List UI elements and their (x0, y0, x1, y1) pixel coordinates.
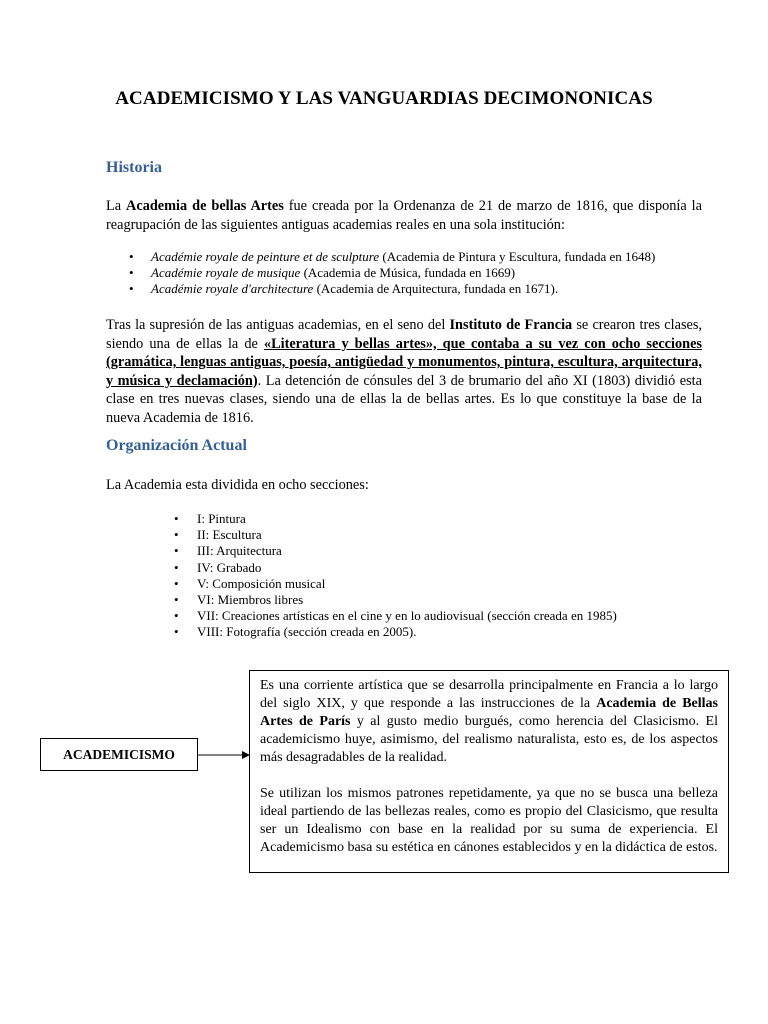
list-item: • Académie royale d'architecture (Academia de Arquitectura, fundada en 1671). (151, 281, 655, 297)
list-item: • V: Composición musical (197, 576, 617, 592)
definition-paragraph-1: Es una corriente artística que se desarrolla principalmente en Francia a lo largo del siglo XIX, y que responde a las instrucciones de la Academia de Bellas Artes de París y al gusto medio burgués, como herencia del Clasicismo. El academicismo huye, asimismo, del realismo naturalista, esto es, de los aspectos más desagradables de la realidad. (260, 678, 719, 765)
historia-paragraph-1: La Academia de bellas Artes fue creada por la Ordenanza de 21 de marzo de 1816, que disponía la reagrupación de las siguientes antiguas academias reales en una sola institución: (106, 198, 703, 233)
instituto-de-francia-bold: Instituto de Francia (449, 317, 573, 333)
academies-list (151, 249, 655, 298)
historia-heading: Historia (106, 159, 162, 176)
academicismo-definition-box (249, 670, 729, 873)
sections-list (197, 511, 617, 641)
document-title: ACADEMICISMO Y LAS VANGUARDIAS DECIMONONICAS (115, 88, 653, 109)
arrow-right-icon (198, 742, 250, 766)
list-item: • I: Pintura (197, 511, 617, 527)
academia-paris-bold: Academia de Bellas Artes de París (260, 696, 719, 729)
organizacion-heading: Organización Actual (106, 437, 247, 454)
academicismo-label-box: ACADEMICISMO (40, 738, 198, 771)
list-item: • VI: Miembros libres (197, 592, 617, 608)
list-item: • II: Escultura (197, 527, 617, 543)
list-item: • VII: Creaciones artísticas en el cine y en lo audiovisual (sección creada en 1985) (197, 608, 617, 624)
list-item: • Académie royale de musique (Academia de Música, fundada en 1669) (151, 265, 655, 281)
list-item: • III: Arquitectura (197, 543, 617, 559)
definition-paragraph-2: Se utilizan los mismos patrones repetidamente, ya que no se busca una belleza ideal partiendo de las bellezas reales, como es propio del Clasicismo, que resulta ser un Idealismo con base en la realidad por su suma de experiencia. El Academicismo basa su estética en cánones establecidos y en la didáctica de estos. (260, 786, 718, 855)
historia-paragraph-2: Tras la supresión de las antiguas academias, en el seno del Instituto de Francia se crearon tres clases, siendo una de ellas la de «Literatura y bellas artes», que contaba a su vez con ocho secciones (gramática, lenguas antiguas, poesía, antigüedad y monumentos, pintura, escultura, arquitectura, y música y declamación). La detención de cónsules del 3 de brumario del año XI (1803) dividió esta clase en tres nuevas clases, siendo una de ellas la de bellas artes. Es lo que constituye la base de la nueva Academia de 1816. (106, 317, 702, 426)
list-item: • VIII: Fotografía (sección creada en 2005). (197, 624, 617, 640)
literatura-bellas-artes-underlined: «Literatura y bellas artes», que contaba a su vez con ocho secciones (gramática, lenguas antiguas, poesía, antigüedad y monumentos, pintura, escultura, arquitectura, y música y declamación) (106, 335, 702, 389)
list-item: • IV: Grabado (197, 560, 617, 576)
organizacion-intro: La Academia esta dividida en ocho secciones: (106, 477, 369, 493)
list-item: • Académie royale de peinture et de sculpture (Academia de Pintura y Escultura, fundada en 1648) (151, 249, 655, 265)
academia-bellas-artes-bold: Academia de bellas Artes (126, 198, 284, 214)
